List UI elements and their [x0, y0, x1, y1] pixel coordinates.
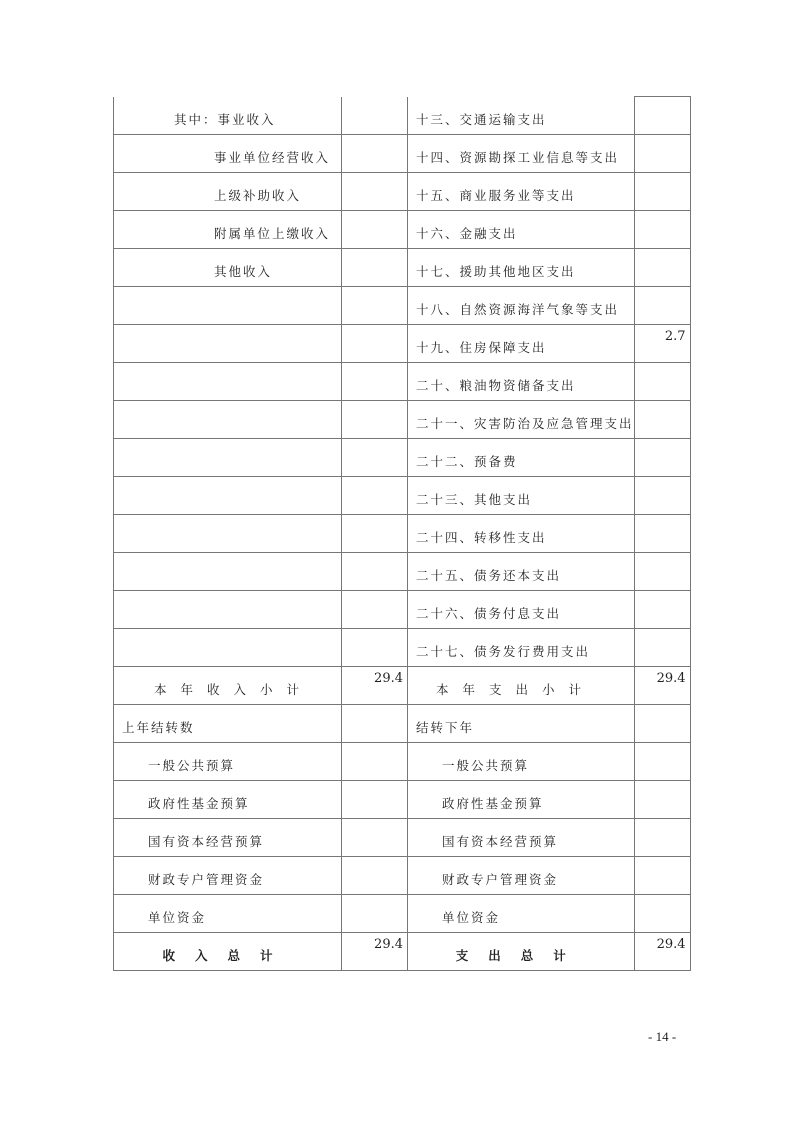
income-value — [342, 591, 408, 629]
expense-value-text — [635, 781, 690, 785]
income-value — [342, 857, 408, 895]
table-row — [114, 135, 691, 173]
table-row — [114, 325, 691, 363]
expense-value — [634, 629, 690, 667]
table-row — [114, 629, 691, 667]
expense-value-text — [635, 211, 690, 215]
expense-total-label-text: 支出总计 — [455, 948, 586, 963]
expense-carry-item-text: 国有资本经营预算 — [442, 834, 559, 849]
table-row — [114, 895, 691, 933]
expense-carry-item — [408, 743, 635, 781]
expense-carry-item — [408, 895, 635, 933]
income-value-text — [342, 553, 407, 557]
income-value-text — [342, 363, 407, 367]
expense-carry-item-text: 财政专户管理资金 — [442, 872, 559, 887]
income-carry-item-text: 国有资本经营预算 — [148, 834, 265, 849]
income-item — [114, 363, 342, 401]
expense-item-text: 十六、金融支出 — [416, 226, 518, 241]
income-value-text — [342, 819, 407, 823]
expense-value-text — [635, 363, 690, 367]
income-total-label-text: 收入总计 — [162, 948, 293, 963]
income-total-label — [114, 933, 342, 971]
income-value — [342, 439, 408, 477]
income-carry-item-text: 财政专户管理资金 — [148, 872, 265, 887]
income-value — [342, 173, 408, 211]
income-item-text — [114, 394, 341, 400]
expense-value — [634, 477, 690, 515]
income-item-text — [114, 584, 341, 590]
expense-item — [408, 439, 635, 477]
expense-value — [634, 249, 690, 287]
expense-item — [408, 629, 635, 667]
income-item — [114, 439, 342, 477]
expense-item — [408, 553, 635, 591]
income-total-value-text: 29.4 — [374, 937, 403, 952]
expense-value — [634, 211, 690, 249]
income-carry-header-text: 上年结转数 — [122, 720, 195, 735]
expense-item — [408, 591, 635, 629]
expense-value-text — [635, 819, 690, 823]
expense-item — [408, 135, 635, 173]
expense-item-text: 二十四、转移性支出 — [416, 530, 547, 545]
expense-item — [408, 325, 635, 363]
table-row — [114, 515, 691, 553]
table-row — [114, 173, 691, 211]
income-item — [114, 591, 342, 629]
expense-value — [634, 401, 690, 439]
expense-value — [634, 439, 690, 477]
expense-value — [634, 363, 690, 401]
income-item — [114, 135, 342, 173]
expense-item-text: 十七、援助其他地区支出 — [416, 264, 576, 279]
table-row — [114, 933, 691, 971]
expense-value — [634, 705, 690, 743]
income-value — [342, 135, 408, 173]
table-row — [114, 211, 691, 249]
income-carry-item-text: 政府性基金预算 — [148, 796, 250, 811]
income-item — [114, 553, 342, 591]
expense-item-text: 十三、交通运输支出 — [416, 112, 547, 127]
income-item-text: 其他收入 — [214, 264, 273, 279]
expense-item — [408, 249, 635, 287]
expense-value-text — [635, 173, 690, 177]
expense-subtotal-value-text: 29.4 — [656, 671, 686, 686]
expense-item — [408, 287, 635, 325]
expense-total-label — [408, 933, 635, 971]
expense-carry-item — [408, 781, 635, 819]
table-row — [114, 553, 691, 591]
table-row — [114, 857, 691, 895]
income-item — [114, 97, 342, 135]
income-value — [342, 401, 408, 439]
income-carry-item-text: 单位资金 — [148, 910, 207, 925]
expense-value-text — [635, 857, 690, 861]
table-row — [114, 819, 691, 857]
income-value-text — [342, 249, 407, 253]
income-item-text — [114, 470, 341, 476]
income-subtotal-value-text: 29.4 — [374, 671, 403, 686]
income-value — [342, 325, 408, 363]
expense-carry-item-text: 政府性基金预算 — [442, 796, 544, 811]
expense-value-text — [635, 401, 690, 405]
income-value — [342, 705, 408, 743]
income-value-text — [342, 743, 407, 747]
table-row — [114, 477, 691, 515]
income-subtotal-label — [114, 667, 342, 705]
expense-value-text — [635, 895, 690, 899]
table-row — [114, 667, 691, 705]
income-subtotal-value — [342, 667, 408, 705]
income-carry-item — [114, 895, 342, 933]
expense-carry-item — [408, 857, 635, 895]
income-value-text — [342, 211, 407, 215]
income-value-text — [342, 325, 407, 329]
income-value — [342, 287, 408, 325]
income-value-text — [342, 895, 407, 899]
income-item — [114, 401, 342, 439]
income-carry-item-text: 一般公共预算 — [148, 758, 236, 773]
expense-item-text: 二十七、债务发行费用支出 — [416, 644, 591, 659]
income-value-text — [342, 857, 407, 861]
income-item-text — [114, 622, 341, 628]
expense-item-text: 二十五、债务还本支出 — [416, 568, 562, 583]
income-subtotal-label-text: 本年收入小计 — [154, 682, 314, 697]
income-item-text — [114, 660, 341, 666]
income-value — [342, 249, 408, 287]
expense-carry-item-text: 单位资金 — [442, 910, 501, 925]
income-value — [342, 743, 408, 781]
expense-value — [634, 173, 690, 211]
expense-item — [408, 211, 635, 249]
expense-value-text — [635, 439, 690, 443]
expense-carry-item-text: 一般公共预算 — [442, 758, 530, 773]
expense-value-text — [635, 515, 690, 519]
income-value-text — [342, 97, 407, 101]
expense-carry-item — [408, 819, 635, 857]
expense-value-text — [635, 97, 690, 101]
expense-carry-header — [408, 705, 635, 743]
expense-value — [634, 135, 690, 173]
table-row — [114, 97, 691, 135]
expense-value — [634, 857, 690, 895]
income-item-text — [114, 356, 341, 362]
income-item-text: 事业单位经营收入 — [214, 150, 331, 165]
income-item — [114, 211, 342, 249]
income-item-text: 附属单位上缴收入 — [214, 226, 331, 241]
income-value — [342, 781, 408, 819]
expense-item-text: 十四、资源勘探工业信息等支出 — [416, 150, 620, 165]
expense-subtotal-label-text: 本年支出小计 — [436, 682, 596, 697]
income-item-text: 上级补助收入 — [214, 188, 302, 203]
expense-value — [634, 97, 690, 135]
budget-table — [113, 96, 691, 971]
income-value-text — [342, 439, 407, 443]
income-item — [114, 477, 342, 515]
table-row — [114, 363, 691, 401]
income-value-text — [342, 173, 407, 177]
income-carry-item — [114, 857, 342, 895]
expense-value-text — [635, 553, 690, 557]
expense-subtotal-value — [634, 667, 690, 705]
expense-carry-header-text: 结转下年 — [416, 720, 475, 735]
expense-item — [408, 173, 635, 211]
table-row — [114, 439, 691, 477]
income-item-text — [114, 318, 341, 324]
income-value — [342, 819, 408, 857]
income-carry-item — [114, 743, 342, 781]
income-value-text — [342, 287, 407, 291]
income-value — [342, 629, 408, 667]
income-value-text — [342, 591, 407, 595]
expense-item-text: 二十六、债务付息支出 — [416, 606, 562, 621]
income-total-value — [342, 933, 408, 971]
expense-item-text: 二十三、其他支出 — [416, 492, 533, 507]
expense-item-text: 十五、商业服务业等支出 — [416, 188, 576, 203]
expense-subtotal-label — [408, 667, 635, 705]
expense-value — [634, 553, 690, 591]
expense-value-text — [635, 135, 690, 139]
income-item — [114, 173, 342, 211]
income-item — [114, 629, 342, 667]
income-value-text — [342, 515, 407, 519]
expense-total-value — [634, 933, 690, 971]
income-value-text — [342, 135, 407, 139]
table-row — [114, 705, 691, 743]
income-value — [342, 97, 408, 135]
income-item — [114, 515, 342, 553]
income-carry-header — [114, 705, 342, 743]
income-value-text — [342, 705, 407, 709]
income-value — [342, 363, 408, 401]
income-value — [342, 553, 408, 591]
table-row — [114, 287, 691, 325]
income-item-text — [114, 546, 341, 552]
income-value — [342, 515, 408, 553]
table-row — [114, 401, 691, 439]
table-row — [114, 743, 691, 781]
income-value-text — [342, 477, 407, 481]
income-value-text — [342, 629, 407, 633]
expense-value-text — [635, 477, 690, 481]
expense-item — [408, 477, 635, 515]
table-row — [114, 781, 691, 819]
table-row — [114, 591, 691, 629]
expense-value — [634, 743, 690, 781]
income-value — [342, 211, 408, 249]
expense-value — [634, 515, 690, 553]
expense-item-text: 二十一、灾害防治及应急管理支出 — [416, 416, 634, 431]
income-item-text: 其中：事业收入 — [174, 112, 276, 127]
expense-total-value-text: 29.4 — [656, 937, 686, 952]
expense-item-text: 二十二、预备费 — [416, 454, 518, 469]
page-number: - 14 - — [648, 1029, 677, 1044]
expense-value — [634, 325, 690, 363]
expense-value — [634, 591, 690, 629]
income-value — [342, 477, 408, 515]
income-carry-item — [114, 781, 342, 819]
expense-item-text: 十八、自然资源海洋气象等支出 — [416, 302, 620, 317]
expense-value-text — [635, 705, 690, 709]
income-value-text — [342, 401, 407, 405]
income-item-text — [114, 432, 341, 438]
expense-item-text: 十九、住房保障支出 — [416, 340, 547, 355]
expense-item — [408, 363, 635, 401]
expense-value — [634, 287, 690, 325]
expense-value-text: 2.7 — [664, 329, 686, 344]
table-row — [114, 249, 691, 287]
expense-value — [634, 895, 690, 933]
income-carry-item — [114, 819, 342, 857]
income-item — [114, 325, 342, 363]
expense-item — [408, 97, 635, 135]
expense-value — [634, 781, 690, 819]
income-item — [114, 249, 342, 287]
income-value-text — [342, 781, 407, 785]
income-item — [114, 287, 342, 325]
income-value — [342, 895, 408, 933]
expense-value-text — [635, 743, 690, 747]
expense-item — [408, 515, 635, 553]
expense-value — [634, 819, 690, 857]
expense-item — [408, 401, 635, 439]
expense-value-text — [635, 287, 690, 291]
expense-value-text — [635, 249, 690, 253]
income-item-text — [114, 508, 341, 514]
expense-item-text: 二十、粮油物资储备支出 — [416, 378, 576, 393]
expense-value-text — [635, 591, 690, 595]
expense-value-text — [635, 629, 690, 633]
